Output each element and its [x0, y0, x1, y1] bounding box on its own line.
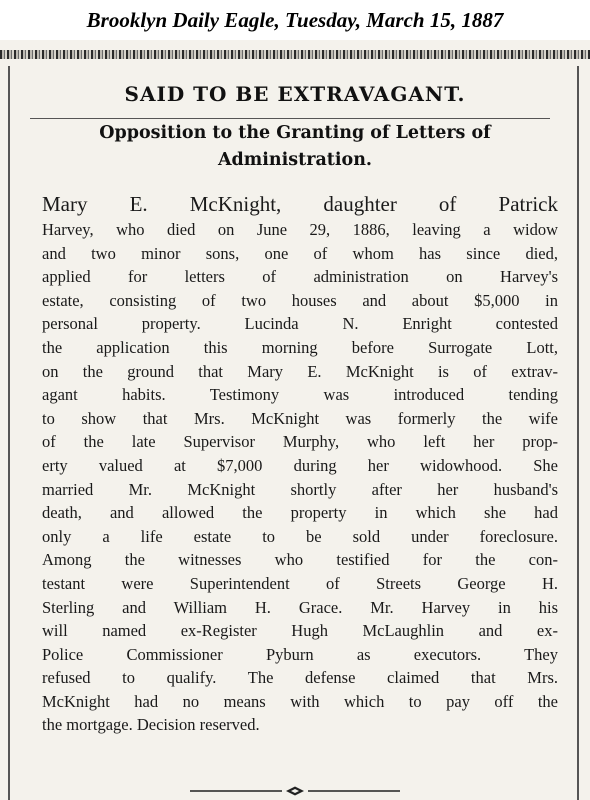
- body-line: McKnight had no means with which to pay off the: [42, 691, 558, 711]
- body-line: Police Commissioner Pyburn as executors. They: [42, 644, 558, 664]
- body-line: estate, consisting of two houses and about $5,000 in: [42, 290, 558, 310]
- body-line: on the ground that Mary E. McKnight is of extrav-: [42, 361, 558, 381]
- newspaper-clipping: [0, 40, 590, 800]
- page-caption: Brooklyn Daily Eagle, Tuesday, March 15, 1887: [86, 8, 504, 32]
- body-line: Mary E. McKnight, daughter of Patrick: [42, 192, 558, 216]
- subheadline-line: Opposition to the Granting of Letters of: [99, 123, 491, 143]
- headline-divider: [30, 118, 550, 119]
- body-line: of the late Supervisor Murphy, who left her prop-: [42, 432, 558, 452]
- column-top-border: [0, 50, 590, 59]
- article-body: [42, 190, 558, 737]
- body-line: to show that Mrs. McKnight was formerly the wife: [42, 408, 558, 428]
- article-headline: SAID TO BE EXTRAVAGANT.: [124, 82, 466, 106]
- body-line: Harvey, who died on June 29, 1886, leaving a widow: [42, 220, 558, 239]
- body-line: death, and allowed the property in which she had: [42, 503, 558, 523]
- body-line: refused to qualify. The defense claimed that Mrs.: [42, 668, 558, 688]
- body-line: married Mr. McKnight shortly after her husband's: [42, 479, 558, 499]
- body-line: Sterling and William H. Grace. Mr. Harvey in his: [42, 597, 558, 617]
- column-rule-right: [577, 66, 579, 800]
- body-line: the mortgage. Decision reserved.: [42, 715, 260, 735]
- body-line: the application this morning before Surrogate Lott,: [42, 337, 558, 357]
- body-line: testant were Superintendent of Streets George H.: [42, 573, 558, 593]
- body-line: and two minor sons, one of whom has since died,: [42, 243, 558, 263]
- body-line: only a life estate to be sold under foreclosure.: [42, 526, 558, 546]
- body-line: agant habits. Testimony was introduced tending: [42, 385, 558, 405]
- body-line: personal property. Lucinda N. Enright contested: [42, 314, 558, 334]
- article-subheadline: [22, 120, 568, 174]
- body-line: will named ex-Register Hugh McLaughlin and ex-: [42, 621, 558, 641]
- body-line: erty valued at $7,000 during her widowhood. She: [42, 455, 558, 475]
- ornamental-divider-icon: [190, 786, 400, 796]
- column-rule-left: [8, 66, 10, 800]
- subheadline-line: Administration.: [217, 150, 373, 170]
- body-line: Among the witnesses who testified for the con-: [42, 550, 558, 570]
- body-line: applied for letters of administration on Harvey's: [42, 267, 558, 287]
